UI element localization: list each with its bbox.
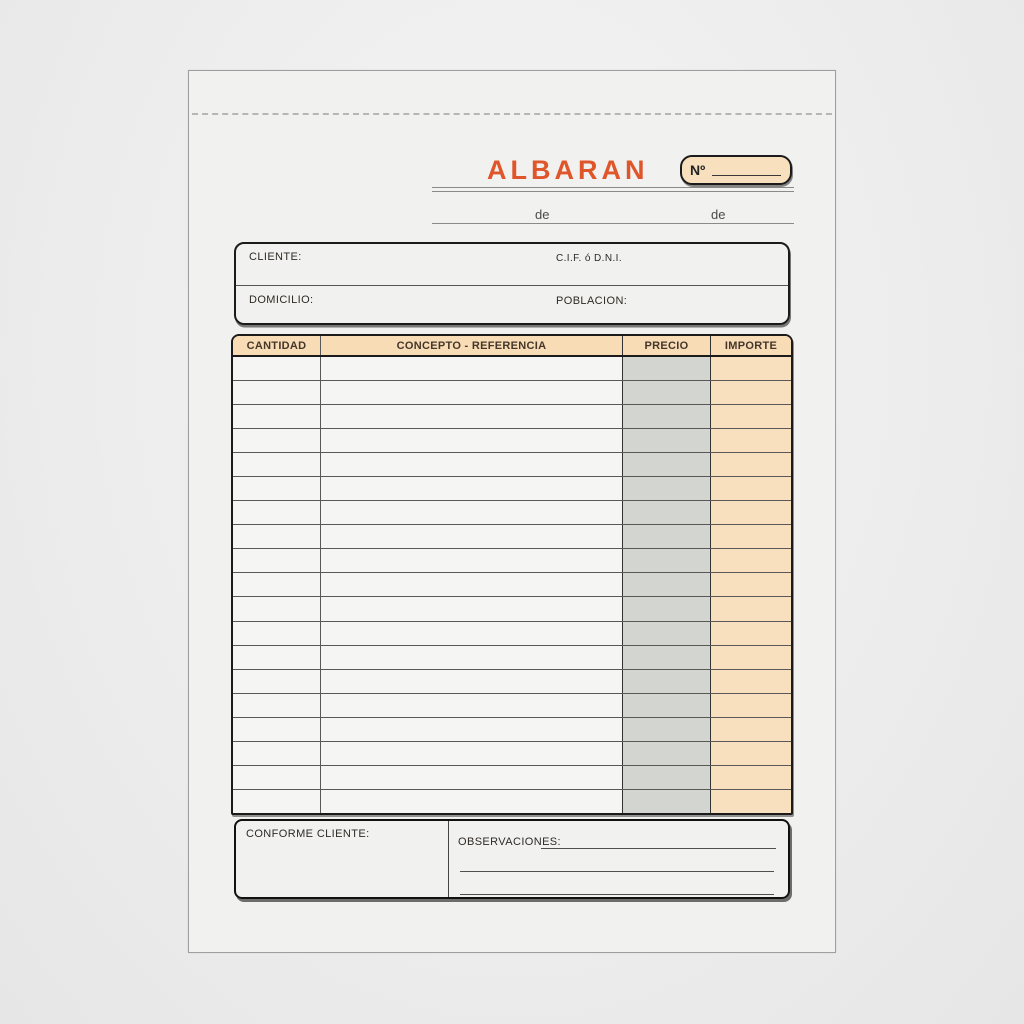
cell-cantidad	[233, 429, 321, 452]
cell-concepto	[321, 549, 623, 572]
cell-cantidad	[233, 549, 321, 572]
cell-concepto	[321, 405, 623, 428]
cell-concepto	[321, 622, 623, 645]
header-concepto-referencia: CONCEPTO - REFERENCIA	[321, 336, 623, 355]
date-word-de-2: de	[711, 207, 726, 222]
cell-precio	[623, 453, 711, 476]
table-row	[233, 500, 791, 524]
table-row	[233, 572, 791, 596]
cell-concepto	[321, 525, 623, 548]
cell-precio	[623, 670, 711, 693]
observaciones-blank-line-3	[460, 894, 774, 895]
table-row	[233, 645, 791, 669]
cell-precio	[623, 790, 711, 813]
cell-concepto	[321, 742, 623, 765]
cell-concepto	[321, 501, 623, 524]
cell-importe	[711, 742, 791, 765]
cell-cantidad	[233, 694, 321, 717]
table-row	[233, 596, 791, 620]
cell-concepto	[321, 597, 623, 620]
cell-concepto	[321, 357, 623, 380]
cell-cantidad	[233, 525, 321, 548]
cif-dni-label: C.I.F. ó D.N.I.	[556, 253, 623, 264]
cell-precio	[623, 718, 711, 741]
cell-concepto	[321, 790, 623, 813]
cell-concepto	[321, 694, 623, 717]
table-body	[233, 357, 791, 813]
observaciones-blank-line-2	[460, 871, 774, 872]
number-label: Nº	[690, 162, 706, 178]
form-title: ALBARAN	[487, 155, 649, 185]
cell-concepto	[321, 477, 623, 500]
perforation-dashed-line	[192, 113, 832, 115]
cell-precio	[623, 694, 711, 717]
header-precio: PRECIO	[623, 336, 711, 355]
table-row	[233, 476, 791, 500]
cell-importe	[711, 790, 791, 813]
cell-importe	[711, 646, 791, 669]
cell-importe	[711, 525, 791, 548]
cell-concepto	[321, 453, 623, 476]
cell-importe	[711, 477, 791, 500]
table-row	[233, 621, 791, 645]
cell-concepto	[321, 573, 623, 596]
cell-importe	[711, 453, 791, 476]
cell-importe	[711, 597, 791, 620]
cell-concepto	[321, 429, 623, 452]
cell-precio	[623, 597, 711, 620]
table-row	[233, 717, 791, 741]
cell-cantidad	[233, 405, 321, 428]
customer-info-box	[234, 242, 790, 325]
footer-box-divider	[448, 821, 449, 897]
cell-precio	[623, 622, 711, 645]
title-underline-rule	[432, 187, 794, 192]
table-row	[233, 452, 791, 476]
cell-cantidad	[233, 670, 321, 693]
cell-precio	[623, 405, 711, 428]
conforme-cliente-label: CONFORME CLIENTE:	[246, 828, 370, 840]
cell-precio	[623, 549, 711, 572]
table-header-row	[233, 336, 791, 357]
cell-cantidad	[233, 646, 321, 669]
cell-cantidad	[233, 573, 321, 596]
delivery-note-sheet	[188, 70, 836, 953]
table-row	[233, 693, 791, 717]
cell-concepto	[321, 766, 623, 789]
cell-importe	[711, 405, 791, 428]
line-items-table	[231, 334, 793, 815]
cell-precio	[623, 573, 711, 596]
cell-precio	[623, 429, 711, 452]
cliente-label: CLIENTE:	[249, 251, 302, 263]
cell-precio	[623, 501, 711, 524]
cell-concepto	[321, 718, 623, 741]
cell-cantidad	[233, 790, 321, 813]
cell-importe	[711, 718, 791, 741]
cell-cantidad	[233, 597, 321, 620]
cell-importe	[711, 381, 791, 404]
cell-precio	[623, 525, 711, 548]
poblacion-label: POBLACION:	[556, 295, 628, 307]
cell-importe	[711, 573, 791, 596]
cell-cantidad	[233, 357, 321, 380]
cell-cantidad	[233, 381, 321, 404]
customer-box-divider	[236, 285, 788, 286]
observaciones-label: OBSERVACIONES:	[458, 836, 561, 848]
table-row	[233, 741, 791, 765]
date-word-de-1: de	[535, 207, 550, 222]
cell-importe	[711, 549, 791, 572]
number-blank-line	[712, 175, 781, 176]
document-number-box	[680, 155, 792, 185]
table-row	[233, 357, 791, 380]
cell-importe	[711, 622, 791, 645]
cell-concepto	[321, 670, 623, 693]
cell-cantidad	[233, 501, 321, 524]
cell-concepto	[321, 646, 623, 669]
cell-importe	[711, 501, 791, 524]
cell-cantidad	[233, 477, 321, 500]
table-row	[233, 428, 791, 452]
table-row	[233, 380, 791, 404]
cell-precio	[623, 742, 711, 765]
table-row	[233, 524, 791, 548]
domicilio-label: DOMICILIO:	[249, 294, 314, 306]
cell-importe	[711, 670, 791, 693]
table-row	[233, 669, 791, 693]
date-blank-line	[432, 207, 794, 224]
table-row	[233, 765, 791, 789]
cell-importe	[711, 357, 791, 380]
footer-box	[234, 819, 790, 899]
cell-cantidad	[233, 718, 321, 741]
cell-importe	[711, 694, 791, 717]
cell-cantidad	[233, 742, 321, 765]
header-importe: IMPORTE	[711, 336, 791, 355]
table-row	[233, 404, 791, 428]
cell-importe	[711, 429, 791, 452]
cell-precio	[623, 766, 711, 789]
cell-precio	[623, 477, 711, 500]
cell-importe	[711, 766, 791, 789]
table-row	[233, 548, 791, 572]
cell-cantidad	[233, 622, 321, 645]
cell-cantidad	[233, 766, 321, 789]
observaciones-blank-line-1	[541, 848, 776, 849]
cell-precio	[623, 357, 711, 380]
header-cantidad: CANTIDAD	[233, 336, 321, 355]
cell-cantidad	[233, 453, 321, 476]
cell-concepto	[321, 381, 623, 404]
cell-precio	[623, 646, 711, 669]
table-row	[233, 789, 791, 813]
cell-precio	[623, 381, 711, 404]
